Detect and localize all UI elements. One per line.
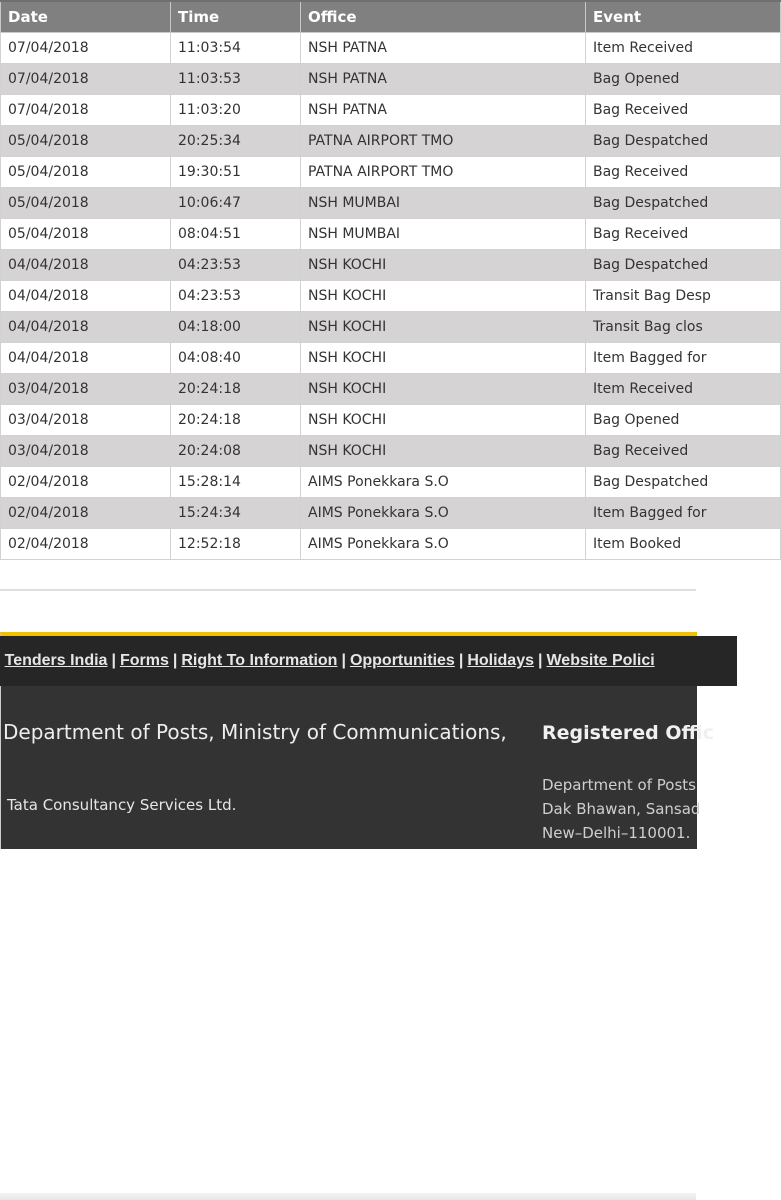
link-separator: |: [538, 652, 543, 669]
link-separator: |: [341, 652, 346, 669]
footer-link-website-polici[interactable]: Website Polici: [546, 652, 655, 669]
column-header-date: Date: [1, 1, 171, 33]
cell-event: Bag Despatched: [586, 126, 781, 157]
cell-event: Bag Received: [586, 219, 781, 250]
cell-time: 04:23:53: [171, 281, 301, 312]
cell-date: 02/04/2018: [1, 498, 171, 529]
cell-date: 05/04/2018: [1, 188, 171, 219]
cell-date: 04/04/2018: [1, 312, 171, 343]
column-header-time: Time: [171, 1, 301, 33]
table-header-row: [1, 1, 781, 33]
cell-time: 10:06:47: [171, 188, 301, 219]
cell-date: 05/04/2018: [1, 126, 171, 157]
cell-time: 11:03:54: [171, 33, 301, 64]
table-row: [1, 126, 781, 157]
cell-office: NSH KOCHI: [301, 343, 586, 374]
cell-event: Bag Received: [586, 436, 781, 467]
address-line: Dak Bhawan, Sansad: [542, 800, 701, 818]
address-line: Department of Posts: [542, 776, 696, 794]
registered-office-address: [542, 773, 700, 845]
cell-date: 07/04/2018: [1, 95, 171, 126]
registered-office-title: Registered Offic: [542, 722, 714, 744]
table-row: [1, 33, 781, 64]
cell-event: Item Received: [586, 374, 781, 405]
cell-date: 03/04/2018: [1, 374, 171, 405]
cell-time: 11:03:20: [171, 95, 301, 126]
cell-time: 19:30:51: [171, 157, 301, 188]
cell-event: Bag Received: [586, 95, 781, 126]
cell-office: AIMS Ponekkara S.O: [301, 467, 586, 498]
link-separator: |: [458, 652, 464, 669]
cell-date: 04/04/2018: [1, 343, 171, 374]
column-header-event: Event: [586, 1, 781, 33]
cell-time: 08:04:51: [171, 219, 301, 250]
address-line: New–Delhi–110001.: [542, 824, 691, 842]
tracking-table-container: [0, 0, 711, 560]
table-row: [1, 374, 781, 405]
site-footer: [0, 632, 714, 849]
department-text: Department of Posts, Ministry of Communications,: [3, 720, 507, 744]
cell-event: Bag Opened: [586, 405, 781, 436]
link-separator: |: [111, 652, 116, 669]
cell-date: 04/04/2018: [1, 250, 171, 281]
table-row: [1, 157, 781, 188]
cell-date: 03/04/2018: [1, 436, 171, 467]
tcs-credit-text: Tata Consultancy Services Ltd.: [7, 796, 237, 814]
cell-event: Item Bagged for: [586, 343, 781, 374]
cell-office: NSH KOCHI: [301, 312, 586, 343]
cell-date: 07/04/2018: [1, 64, 171, 95]
cell-office: NSH KOCHI: [301, 405, 586, 436]
cell-office: NSH PATNA: [301, 33, 586, 64]
cell-time: 15:28:14: [171, 467, 301, 498]
table-row: [1, 250, 781, 281]
cell-date: 04/04/2018: [1, 281, 171, 312]
table-row: [1, 64, 781, 95]
cell-office: NSH PATNA: [301, 64, 586, 95]
cell-date: 07/04/2018: [1, 33, 171, 64]
cell-time: 04:08:40: [171, 343, 301, 374]
cell-office: NSH KOCHI: [301, 250, 586, 281]
cell-time: 20:24:08: [171, 436, 301, 467]
cell-date: 02/04/2018: [1, 467, 171, 498]
cell-time: 20:24:18: [171, 405, 301, 436]
footer-link-right-to-information[interactable]: Right To Information: [181, 652, 338, 669]
table-row: [1, 529, 781, 560]
cell-date: 05/04/2018: [1, 219, 171, 250]
column-header-office: Office: [301, 1, 586, 33]
cell-event: Item Bagged for: [586, 498, 781, 529]
cell-time: 12:52:18: [171, 529, 301, 560]
cell-event: Item Booked: [586, 529, 781, 560]
cell-office: PATNA AIRPORT TMO: [301, 157, 586, 188]
cell-event: Bag Opened: [586, 64, 781, 95]
cell-time: 15:24:34: [171, 498, 301, 529]
cell-office: NSH PATNA: [301, 95, 586, 126]
cell-event: Item Received: [586, 33, 781, 64]
footer-link-tenders-india[interactable]: Tenders India: [4, 652, 108, 669]
cell-office: AIMS Ponekkara S.O: [301, 529, 586, 560]
cell-event: Transit Bag Desp: [586, 281, 781, 312]
cell-office: NSH MUMBAI: [301, 219, 586, 250]
cell-office: NSH KOCHI: [301, 281, 586, 312]
cell-date: 05/04/2018: [1, 157, 171, 188]
link-separator: |: [172, 652, 178, 669]
table-row: [1, 467, 781, 498]
cell-event: Bag Despatched: [586, 250, 781, 281]
cell-event: Bag Despatched: [586, 188, 781, 219]
cell-time: 04:23:53: [171, 250, 301, 281]
cell-event: Bag Despatched: [586, 467, 781, 498]
cell-date: 02/04/2018: [1, 529, 171, 560]
table-row: [1, 95, 781, 126]
footer-link-forms[interactable]: Forms: [119, 652, 169, 669]
table-row: [1, 343, 781, 374]
cell-office: NSH KOCHI: [301, 436, 586, 467]
table-row: [1, 281, 781, 312]
table-divider: [0, 589, 696, 591]
footer-link-holidays[interactable]: Holidays: [467, 652, 534, 669]
cell-time: 20:24:18: [171, 374, 301, 405]
table-row: [1, 188, 781, 219]
cell-event: Transit Bag clos: [586, 312, 781, 343]
table-row: [1, 498, 781, 529]
cell-event: Bag Received: [586, 157, 781, 188]
cell-time: 11:03:53: [171, 64, 301, 95]
page-bottom-edge: [0, 1193, 696, 1200]
table-row: [1, 219, 781, 250]
cell-office: NSH KOCHI: [301, 374, 586, 405]
cell-office: NSH MUMBAI: [301, 188, 586, 219]
footer-links-bar: [0, 636, 737, 686]
table-row: [1, 436, 781, 467]
tracking-events-table: [0, 0, 781, 560]
table-row: [1, 405, 781, 436]
table-row: [1, 312, 781, 343]
cell-date: 03/04/2018: [1, 405, 171, 436]
cell-time: 20:25:34: [171, 126, 301, 157]
cell-office: PATNA AIRPORT TMO: [301, 126, 586, 157]
footer-link-opportunities[interactable]: Opportunities: [349, 652, 455, 669]
cell-office: AIMS Ponekkara S.O: [301, 498, 586, 529]
cell-time: 04:18:00: [171, 312, 301, 343]
